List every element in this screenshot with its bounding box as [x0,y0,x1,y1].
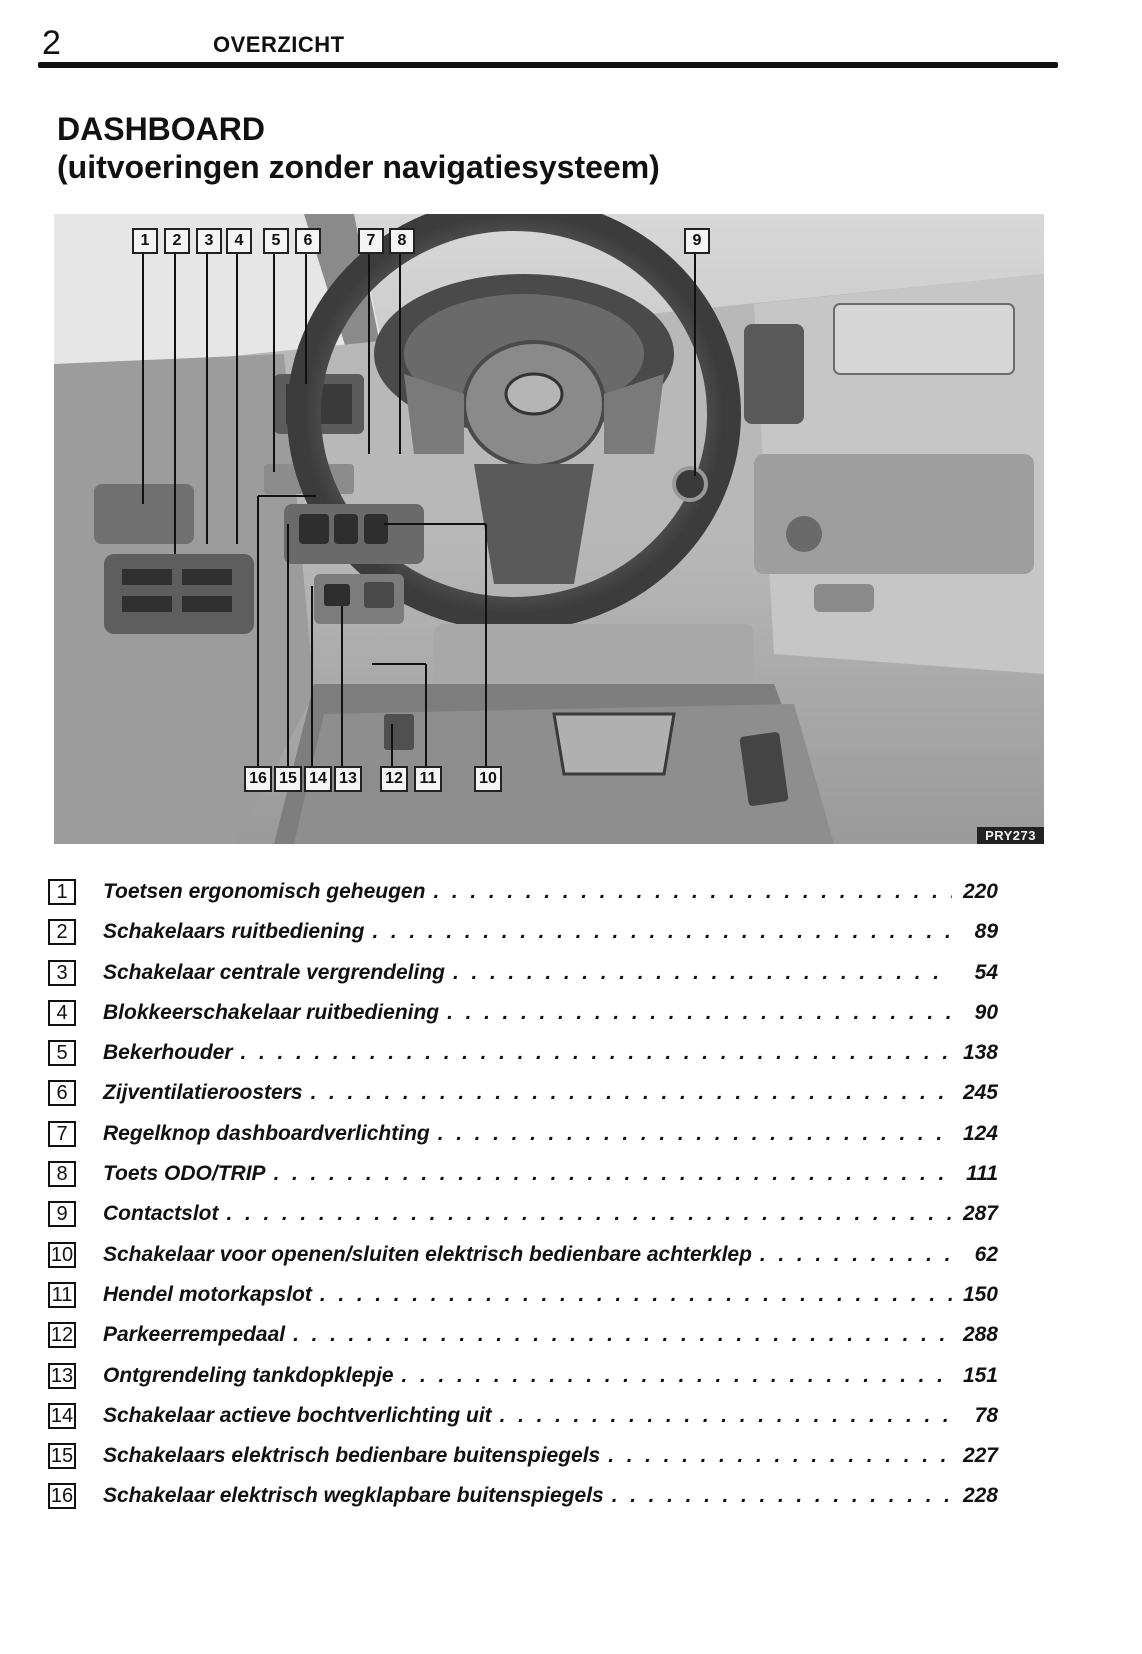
callout-8: 8 [389,228,415,254]
legend-number: 2 [48,919,76,945]
legend-item [48,1037,998,1077]
legend-item [48,876,998,916]
legend-page: 138 [962,1041,998,1065]
legend-page: 150 [962,1282,998,1306]
legend-list [48,876,998,1521]
legend-number: 13 [48,1363,76,1389]
legend-label: Schakelaars ruitbediening [103,920,365,944]
legend-label: Schakelaar voor openen/sluiten elektrisch bedienbare achterklep [103,1242,752,1266]
legend-page: 78 [974,1403,998,1427]
dashboard-drawing [54,214,1044,844]
callout-4: 4 [226,228,252,254]
legend-label: Bekerhouder [103,1041,233,1065]
legend-label: Blokkeerschakelaar ruitbediening [103,1000,440,1024]
legend-item [48,1360,998,1400]
legend-number: 16 [48,1483,76,1509]
page-number: 2 [42,24,61,62]
legend-page: 90 [974,1000,998,1024]
section-title: OVERZICHT [213,32,345,57]
legend-number: 12 [48,1322,76,1348]
callout-14: 14 [304,766,332,792]
legend-number: 9 [48,1201,76,1227]
legend-item [48,1118,998,1158]
callout-3: 3 [196,228,222,254]
legend-item [48,1239,998,1279]
callout-9: 9 [684,228,710,254]
legend-number: 3 [48,960,76,986]
legend-page: 62 [974,1242,998,1266]
legend-label: Ontgrendeling tankdopklepje [103,1363,394,1387]
legend-page: 54 [974,960,998,984]
header-divider [38,62,1058,68]
callout-2: 2 [164,228,190,254]
legend-page: 89 [974,920,998,944]
legend-label: Zijventilatieroosters [103,1081,303,1105]
legend-label: Toets ODO/TRIP [103,1162,266,1186]
legend-number: 1 [48,879,76,905]
legend-label: Contactslot [103,1202,219,1226]
legend-label: Schakelaar elektrisch wegklapbare buitenspiegels [103,1484,604,1508]
legend-item [48,1279,998,1319]
legend-number: 8 [48,1161,76,1187]
callout-1: 1 [132,228,158,254]
title-line-1: DASHBOARD [57,111,265,147]
callout-11: 11 [414,766,442,792]
legend-number: 7 [48,1121,76,1147]
legend-item [48,957,998,997]
legend-page: 220 [962,880,998,903]
legend-page: 111 [966,1162,998,1186]
legend-label: Toetsen ergonomisch geheugen [103,880,426,903]
legend-item [48,1319,998,1359]
legend-label: Parkeerrempedaal [103,1323,286,1347]
legend-label: Hendel motorkapslot [103,1282,312,1306]
legend-page: 227 [962,1444,998,1468]
legend-item [48,1198,998,1238]
callout-12: 12 [380,766,408,792]
callout-13: 13 [334,766,362,792]
legend-item [48,997,998,1037]
callout-7: 7 [358,228,384,254]
legend-item [48,916,998,956]
legend-page: 151 [962,1363,998,1387]
legend-page: 287 [962,1202,998,1226]
legend-item [48,1480,998,1520]
title-line-2: (uitvoeringen zonder navigatiesysteem) [57,149,660,185]
legend-page: 228 [962,1484,998,1508]
callout-15: 15 [274,766,302,792]
legend-number: 11 [48,1282,76,1308]
legend-item [48,1077,998,1117]
legend-item [48,1400,998,1440]
legend-page: 124 [962,1121,998,1145]
legend-number: 15 [48,1443,76,1469]
callout-10: 10 [474,766,502,792]
callout-5: 5 [263,228,289,254]
dashboard-illustration [54,214,1044,844]
legend-label: Schakelaars elektrisch bedienbare buitenspiegels [103,1444,601,1468]
figure-code: PRY273 [977,827,1044,844]
legend-page: 288 [962,1323,998,1347]
callout-6: 6 [295,228,321,254]
legend-number: 14 [48,1403,76,1429]
legend-item [48,1440,998,1480]
legend-number: 10 [48,1242,76,1268]
legend-item [48,1158,998,1198]
legend-page: 245 [962,1081,998,1105]
legend-label: Schakelaar centrale vergrendeling [103,960,445,984]
legend-number: 4 [48,1000,76,1026]
callout-16: 16 [244,766,272,792]
page-title [57,110,660,186]
legend-number: 6 [48,1080,76,1106]
legend-label: Schakelaar actieve bochtverlichting uit [103,1403,492,1427]
legend-label: Regelknop dashboardverlichting [103,1121,430,1145]
legend-number: 5 [48,1040,76,1066]
